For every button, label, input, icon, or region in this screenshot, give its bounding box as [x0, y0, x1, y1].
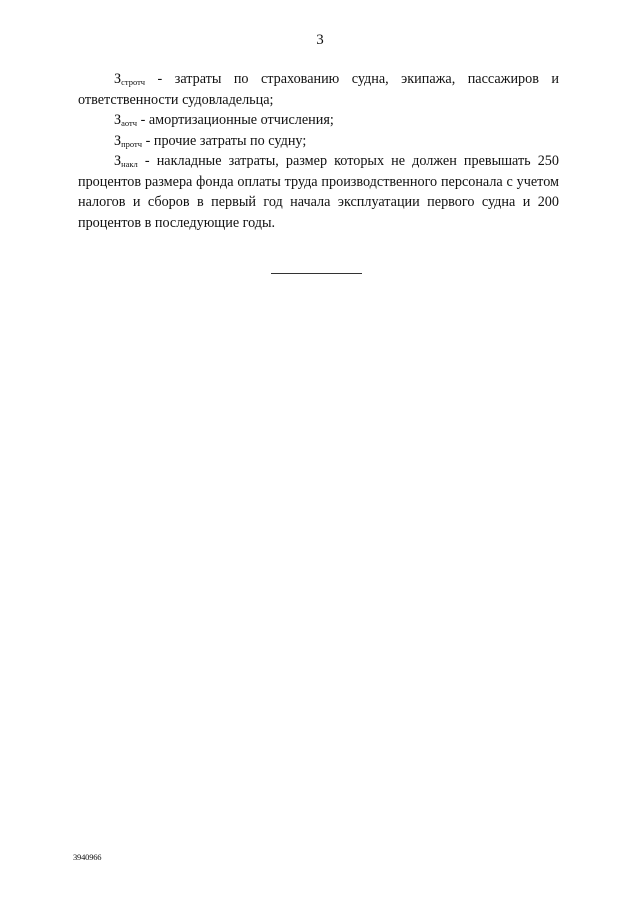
symbol-letter: З: [114, 153, 122, 169]
paragraph-text: - прочие затраты по судну;: [142, 132, 307, 149]
symbol-subscript: накл: [121, 159, 138, 169]
paragraph-insurance-costs: [78, 69, 559, 110]
symbol-subscript: аотч: [121, 118, 138, 128]
formula-symbol: [114, 112, 137, 128]
formula-symbol: [114, 153, 138, 169]
paragraph-text: - амортизационные отчисления;: [137, 112, 334, 128]
symbol-subscript: протч: [121, 138, 143, 149]
symbol-subscript: стротч: [121, 77, 146, 87]
end-of-text-rule: [271, 273, 362, 274]
symbol-letter: З: [114, 112, 122, 128]
paragraph-text: - затраты по страхованию судна, экипажа, пассажиров и ответственности судовладельца;: [78, 71, 559, 108]
symbol-letter: З: [114, 132, 122, 149]
formula-symbol: [114, 71, 145, 87]
document-code: 3940966: [73, 852, 102, 862]
paragraph-depreciation: [78, 110, 559, 131]
page-number: 3: [316, 32, 324, 48]
formula-symbol: [114, 133, 142, 149]
body-text: [78, 69, 559, 233]
paragraph-overhead-costs: [78, 151, 559, 233]
paragraph-other-costs: [78, 131, 559, 152]
symbol-letter: З: [114, 71, 122, 87]
paragraph-text: - накладные затраты, размер которых не должен превышать 250 процентов размера фонда оплаты труда производственного персонала с учетом налогов и сборов в первый год начала эксплуатации первого судна и 200 процентов в последующие годы.: [78, 153, 559, 231]
